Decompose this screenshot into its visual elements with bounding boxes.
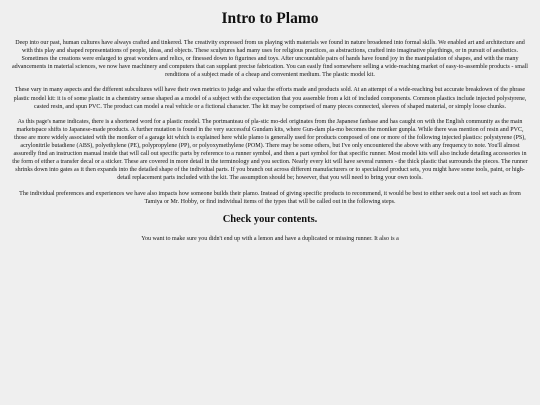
section-heading: Check your contents. (222, 213, 318, 225)
terminology-paragraph: As this page's name indicates, there is a shortened word for a plastic model. The portmanteau of pla-stic mo-del originates from the Japanese fanbase and has caught on with the English community as the main marketspace shifts to Japanese-made products. A further mutation is found in the very successful Gundam kits, where Gun-dam pla-mo becomes the moniker gunpla. While there was mention of resin and PVC, those are more widely associated with the moniker of a garage kit which is explained here while plamo is generally used for products composed of one or more of the following injected plastics: polystyrene (PS), acrylonitrile butadiene (ABS), polyethylene (PE), polypropylene (PP), or polyoxymethylene (POM). There may be some others, but I've only encountered the above with any frequency to note. You'll almost assuredly find an instruction manual inside that will call out specific parts by reference to a runner symbol, and then a part symbol for that specific runner. Most model kits will also include detailing accessories in the form of either a transfer decal or a sticker. These are covered in more detail in the terminology and you section. Nearly every kit will have several runners - the thick plastic that surrounds the pieces. The runner shrinks down into gates as it then expands into the detailed shape of the individual parts. If you branch out across different manufacturers or to specialized product sets, you might have some tools, paint, or high-detail replacement parts included with the kit. The assumption should be; however, that you will need to bring your own tools. (12, 118, 528, 182)
intro-paragraph: Deep into our past, human cultures have always crafted and tinkered. The creativity expressed from us playing with materials we found in nature broadened into formal skills. We enabled art and architecture and with this play and shaped representations of people, ideas, and objects. These sculptures had many uses for religious practices, as abstractions, crafted into imaginative playthings, or in pursuit of aesthetics. Sometimes the creations were enlarged to great wonders and relics, or finessed down to figurines and toys. After uncountable pairs of hands have found joy in the manipulation of shapes, and with the many advancements in material sciences, we now have machinery and computers that can supplant precise fabrication. You can easily find somewhere selling a wide-reaching market of easy-to-assemble products - small renditions of a subject made of a cheap and convenient medium. The plastic model kit. (12, 40, 528, 79)
preferences-paragraph: The individual preferences and experiences we have also impacts how someone builds their plamo. Instead of giving specific products to recommend, it would be best to either seek out a tool set such as from Tamiya or Mr. Hobby, or find individual items of the types that will be called out in the following steps. (19, 190, 521, 205)
definition-paragraph: These vary in many aspects and the different subcultures will have their own metrics to judge and value the efforts made and products sold. At an attempt of a wide-reaching but accurate breakdown of the phrase plastic model kit: it is of some plastic in a chemistry sense shaped as a model of a subject with the expectation that you assemble from a kit of included components. Common plastics include injected polystyrene, casted resin, and spun PVC. The product can model a real vehicle or a fictional character. The kit may be comprised of many pieces connected, sleeves of shaped material, or simply loose chunks. (13, 87, 527, 110)
page-title: Intro to Plamo (221, 10, 319, 27)
section-paragraph: You want to make sure you didn't end up with a lemon and have a duplicated or missing runner. It also is a (141, 235, 399, 242)
